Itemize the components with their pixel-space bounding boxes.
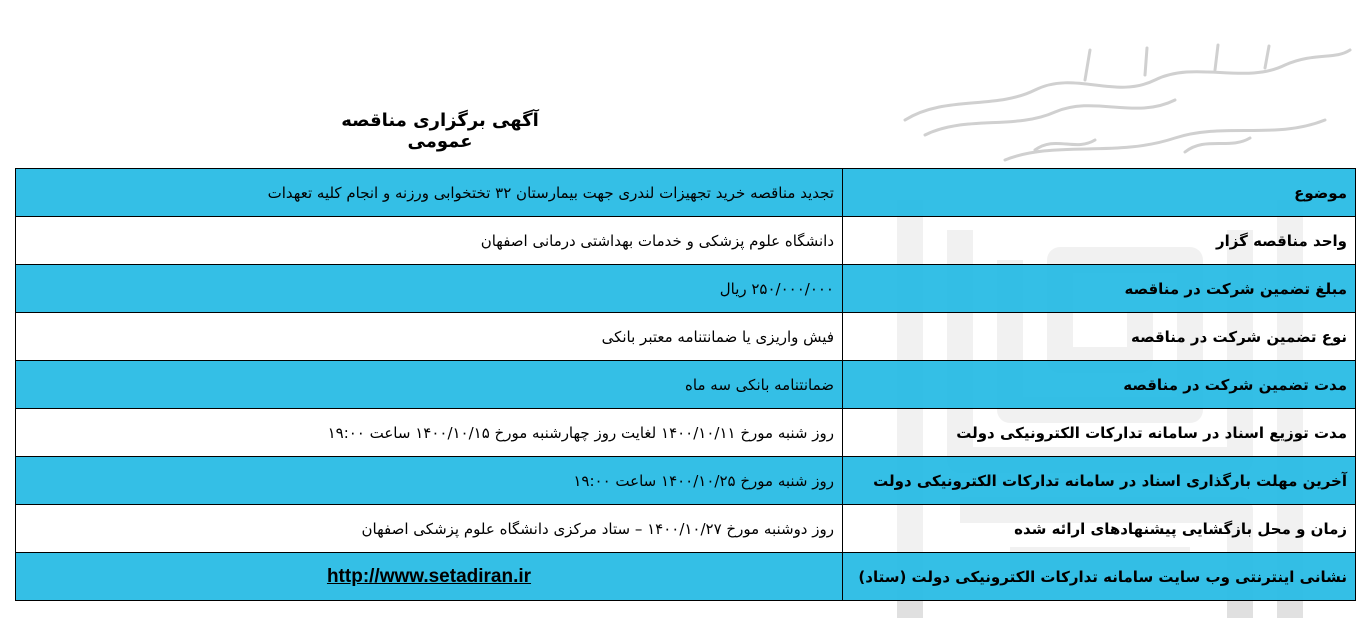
- row-label: واحد مناقصه گزار: [843, 217, 1356, 265]
- row-value: فیش واریزی یا ضمانتنامه معتبر بانکی: [16, 313, 843, 361]
- row-label: مدت تضمین شرکت در مناقصه: [843, 361, 1356, 409]
- row-label: زمان و محل بازگشایی پیشنهادهای ارائه شده: [843, 505, 1356, 553]
- row-value: [16, 553, 843, 601]
- row-value: ضمانتنامه بانکی سه ماه: [16, 361, 843, 409]
- row-value: روز شنبه مورخ ۱۴۰۰/۱۰/۱۱ لغایت روز چهارشنبه مورخ ۱۴۰۰/۱۰/۱۵ ساعت ۱۹:۰۰: [16, 409, 843, 457]
- table-row: [16, 361, 1356, 409]
- row-value: ۲۵۰/۰۰۰/۰۰۰ ریال: [16, 265, 843, 313]
- table-row: [16, 409, 1356, 457]
- row-label: مدت توزیع اسناد در سامانه تدارکات الکترونیکی دولت: [843, 409, 1356, 457]
- row-label: مبلغ تضمین شرکت در مناقصه: [843, 265, 1356, 313]
- setadiran-link[interactable]: http://www.setadiran.ir: [326, 565, 532, 587]
- page-title: آگهی برگزاری مناقصه عمومی: [341, 110, 539, 152]
- row-value: روز شنبه مورخ ۱۴۰۰/۱۰/۲۵ ساعت ۱۹:۰۰: [16, 457, 843, 505]
- row-value: تجدید مناقصه خرید تجهیزات لندری جهت بیمارستان ۳۲ تختخوابی ورزنه و انجام کلیه تعهدات: [16, 169, 843, 217]
- university-calligraphy-watermark: [885, 40, 1355, 170]
- table-row: [16, 505, 1356, 553]
- table-row: [16, 553, 1356, 601]
- tender-info-table: [15, 168, 1356, 601]
- row-value: روز دوشنبه مورخ ۱۴۰۰/۱۰/۲۷ – ستاد مرکزی دانشگاه علوم پزشکی اصفهان: [16, 505, 843, 553]
- row-label: آخرین مهلت بارگذاری اسناد در سامانه تدارکات الکترونیکی دولت: [843, 457, 1356, 505]
- row-value: دانشگاه علوم پزشکی و خدمات بهداشتی درمانی اصفهان: [16, 217, 843, 265]
- row-label: نشانی اینترنتی وب سایت سامانه تدارکات الکترونیکی دولت (ستاد): [843, 553, 1356, 601]
- table-row: [16, 217, 1356, 265]
- table-row: [16, 313, 1356, 361]
- table-row: [16, 265, 1356, 313]
- table-row: [16, 457, 1356, 505]
- row-label: نوع تضمین شرکت در مناقصه: [843, 313, 1356, 361]
- table-row: [16, 169, 1356, 217]
- row-label: موضوع: [843, 169, 1356, 217]
